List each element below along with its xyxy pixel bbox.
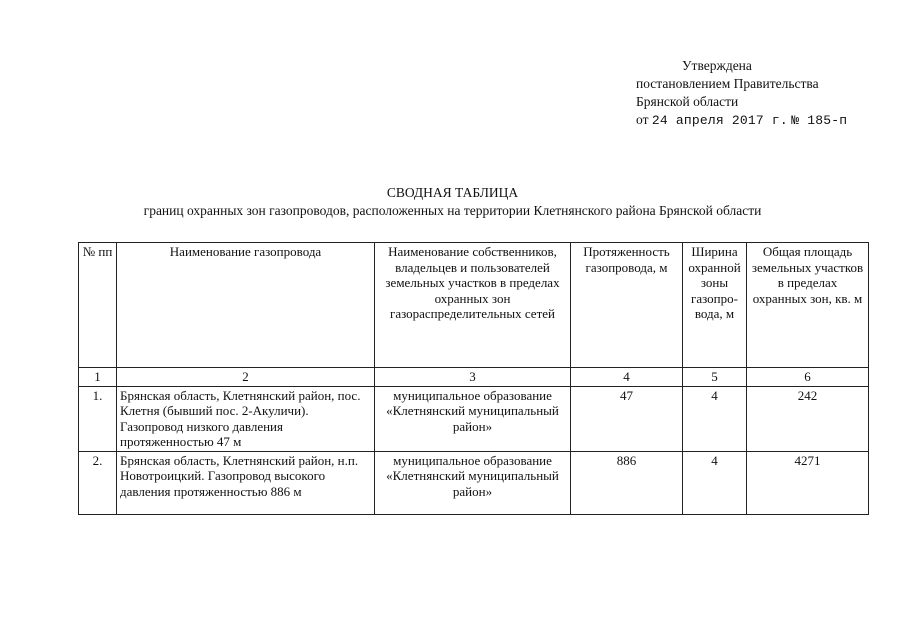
approval-date: 24 апреля 2017 г. xyxy=(651,113,788,128)
approval-date-prefix: от xyxy=(636,112,649,127)
table-column-numbers-row xyxy=(79,368,869,387)
row-index: 1. xyxy=(79,386,117,451)
table-row xyxy=(79,386,869,451)
approval-block xyxy=(636,57,901,130)
column-number: 6 xyxy=(747,368,869,387)
header-pipeline-name: Наименование газопровода xyxy=(117,243,375,368)
approval-line-date xyxy=(636,111,901,130)
approval-line-approved: Утверждена xyxy=(682,58,752,73)
document-subtitle: границ охранных зон газопроводов, расположенных на территории Клетнянского района Брянской области xyxy=(143,203,762,218)
header-length: Протяженность газопровода, м xyxy=(571,243,683,368)
document-title: СВОДНАЯ ТАБЛИЦА xyxy=(386,185,519,200)
table-row xyxy=(79,451,869,514)
column-number: 4 xyxy=(571,368,683,387)
row-owner: муниципальное образование «Клетнянский муниципальный район» xyxy=(375,451,571,514)
table-header-row xyxy=(79,243,869,368)
row-length: 886 xyxy=(571,451,683,514)
column-number: 5 xyxy=(683,368,747,387)
header-total-area: Общая площадь земельных участков в пределах охранных зон, кв. м xyxy=(747,243,869,368)
column-number: 1 xyxy=(79,368,117,387)
header-number: № пп xyxy=(79,243,117,368)
approval-line-region: Брянской области xyxy=(636,94,739,109)
summary-table xyxy=(78,242,869,515)
row-zone-width: 4 xyxy=(683,386,747,451)
row-length: 47 xyxy=(571,386,683,451)
row-pipeline-name: Брянская область, Клетнянский район, н.п. Новотроицкий. Газопровод высокого давления протяженностью 886 м xyxy=(117,451,375,514)
approval-line-decree: постановлением Правительства xyxy=(636,76,819,91)
header-zone-width: Ширина охранной зоны газопро-вода, м xyxy=(683,243,747,368)
header-owners: Наименование собственников, владельцев и пользователей земельных участков в пределах охранных зон газораспределительных сетей xyxy=(375,243,571,368)
row-owner: муниципальное образование «Клетнянский муниципальный район» xyxy=(375,386,571,451)
row-total-area: 4271 xyxy=(747,451,869,514)
row-total-area: 242 xyxy=(747,386,869,451)
row-zone-width: 4 xyxy=(683,451,747,514)
approval-number: № 185-п xyxy=(791,113,848,128)
column-number: 3 xyxy=(375,368,571,387)
column-number: 2 xyxy=(117,368,375,387)
row-pipeline-name: Брянская область, Клетнянский район, пос. Клетня (бывший пос. 2-Акуличи). Газопровод низкого давления протяженностью 47 м xyxy=(117,386,375,451)
row-index: 2. xyxy=(79,451,117,514)
